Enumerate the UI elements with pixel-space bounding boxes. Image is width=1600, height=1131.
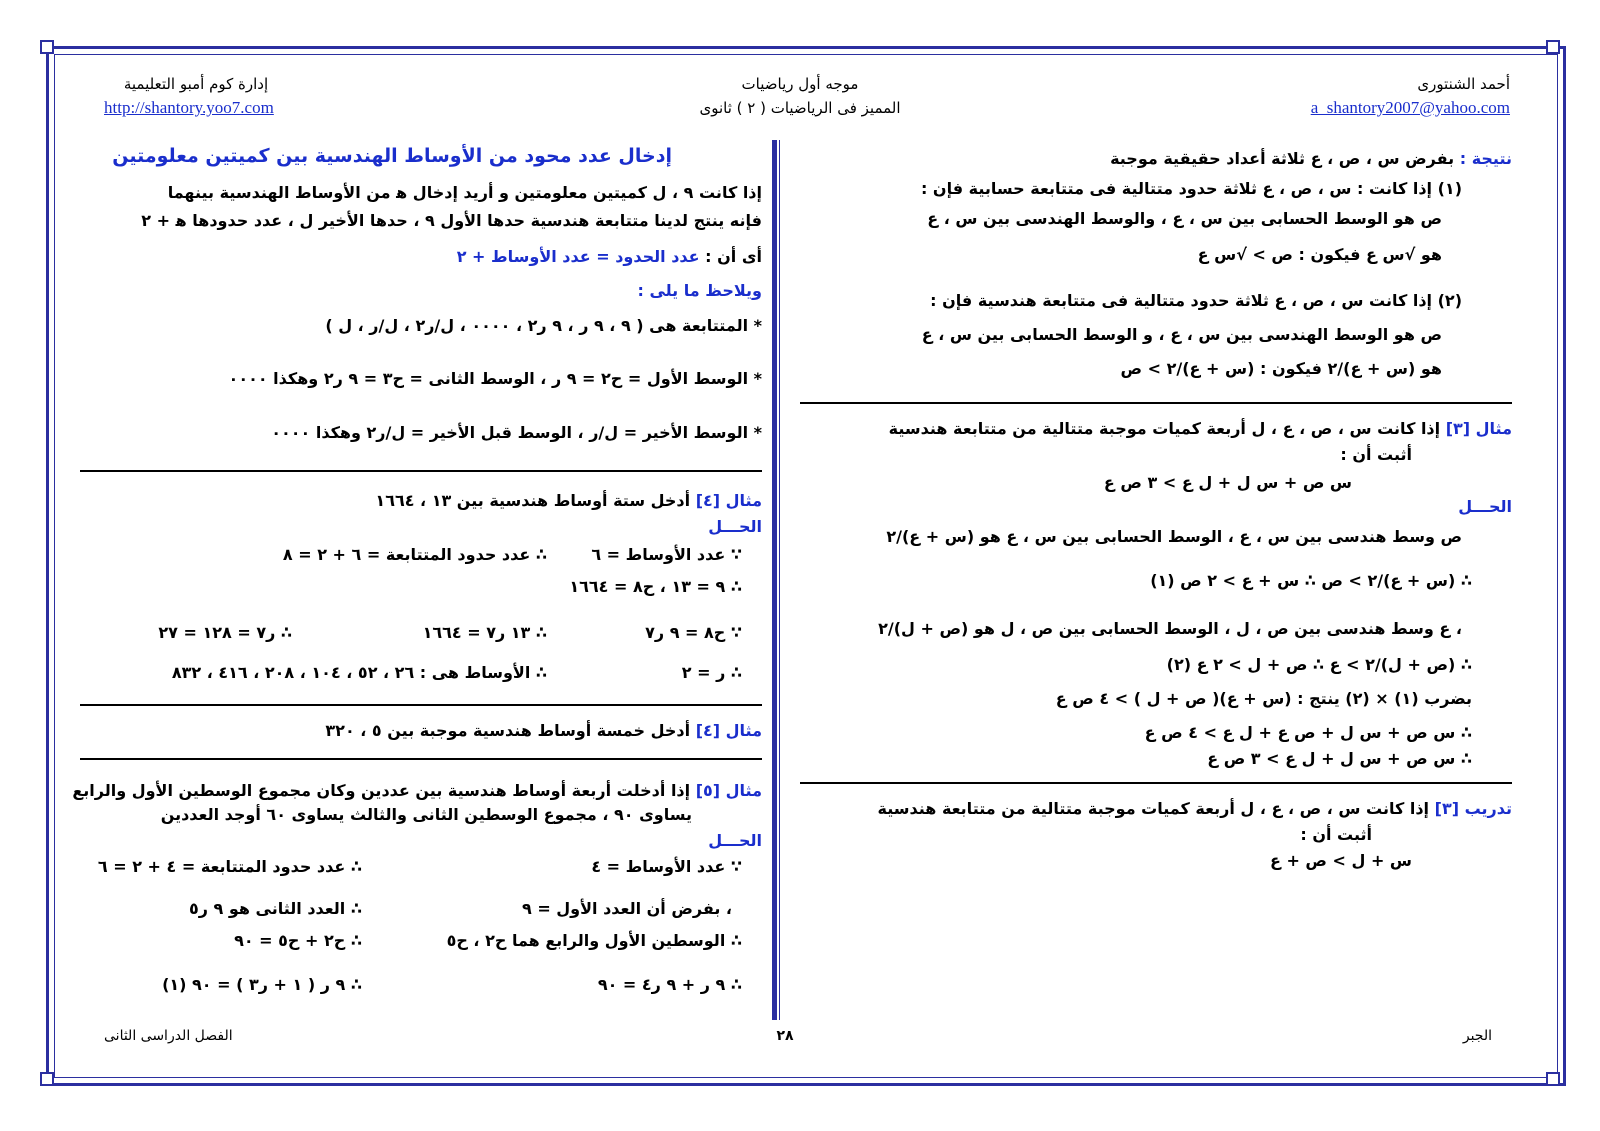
author-name: أحمد الشنتورى [1417, 75, 1510, 93]
example-4b: مثال [٤] أدخل خمسة أوساط هندسية موجبة بين ٥ ، ٣٢٠ [325, 721, 762, 740]
section-title: إدخال عدد محود من الأوساط الهندسية بين كميتين معلومتين [112, 145, 672, 167]
result-heading: نتيجة : بفرض س ، ص ، ع ثلاثة أعداد حقيقية موجبة [1110, 149, 1512, 168]
solution-line: ∴ ٩ = ١٣ ، ح٨ = ١٦٦٤ [569, 577, 742, 596]
header-book: المميز فى الرياضيات ( ٢ ) ثانوى [699, 99, 901, 117]
solution-line: ∴ (س + ع)/٢ > ص ∴ س + ع > ٢ ص (١) [1150, 571, 1472, 590]
solution-line: ∴ ر = ٢ [681, 663, 742, 682]
solution-line: ∴ ٩ ر ( ١ + ر٣ ) = ٩٠ (١) [162, 975, 362, 994]
solution-line: ، ع وسط هندسى بين ص ، ل ، الوسط الحسابى بين ص ، ل هو (ص + ل)/٢ [878, 619, 1462, 638]
section-divider [80, 704, 762, 706]
equation: س + ل > ص + ع [1269, 851, 1412, 870]
solution-line: ، بفرض أن العدد الأول = ٩ [521, 899, 732, 918]
author-email[interactable]: a_shantory2007@yahoo.com [1310, 98, 1510, 117]
solution-line: ∴ (ص + ل)/٢ > ع ∴ ص + ل > ٢ ع (٢) [1166, 655, 1472, 674]
paragraph: ص هو الوسط الهندسى بين س ، ع ، و الوسط الحسابى بين س ، ع [921, 325, 1442, 344]
exercise-3: تدريب [٣] إذا كانت س ، ص ، ع ، ل أربعة كميات موجبة متتالية من متتابعة هندسية [877, 799, 1512, 818]
solution-label: الحـــل [1458, 497, 1512, 516]
paragraph: هو √س ع فيكون : ص > √س ع [1197, 245, 1442, 264]
solution-line: ∵ عدد الأوساط = ٤ [591, 857, 742, 876]
solution-line: ∴ ر٧ = ١٢٨ = ٢٧ [158, 623, 292, 642]
header-role: موجه أول رياضيات [741, 75, 859, 93]
solution-line: ∴ س ص + س ل + ص ع + ل ع > ٤ ص ع [1144, 723, 1472, 742]
solution-line: ∴ العدد الثانى هو ٩ ر٥ [188, 899, 362, 918]
paragraph: يساوى ٩٠ ، مجموع الوسطين الثانى والثالث يساوى ٦٠ أوجد العددين [160, 805, 692, 824]
corner-ornament [40, 40, 54, 54]
column-divider [772, 140, 777, 1020]
example-3: مثال [٣] إذا كانت س ، ص ، ع ، ل أربعة كميات موجبة متتالية من متتابعة هندسية [888, 419, 1512, 438]
paragraph: (٢) إذا كانت س ، ص ، ع ثلاثة حدود متتالية فى متتابعة هندسية فإن : [930, 291, 1462, 310]
solution-line: ∵ ح٨ = ٩ ر٧ [645, 623, 742, 642]
header-url[interactable]: http://shantory.yoo7.com [104, 98, 274, 117]
section-divider [800, 782, 1512, 784]
solution-line: ص وسط هندسى بين س ، ع ، الوسط الحسابى بين س ، ع هو (س + ع)/٢ [886, 527, 1462, 546]
header-admin: إدارة كوم أمبو التعليمية [123, 75, 269, 93]
example-4a: مثال [٤] أدخل ستة أوساط هندسية بين ١٣ ، ١٦٦٤ [375, 491, 762, 510]
paragraph: هو (س + ع)/٢ فيكون : (س + ع)/٢ > ص [1120, 359, 1442, 378]
paragraph: إذا كانت ٩ ، ل كميتين معلومتين و أريد إدخال ﻫ من الأوساط الهندسية بينهما [167, 183, 762, 202]
paragraph: فإنه ينتج لدينا متتابعة هندسية حدها الأول ٩ ، حدها الأخير ل ، عدد حدودها ﻫ + ٢ [141, 211, 762, 230]
solution-line: ∴ عدد حدود المتتابعة = ٤ + ٢ = ٦ [97, 857, 362, 876]
right-column [800, 140, 1512, 1020]
paragraph: أثبت أن : [1340, 445, 1412, 464]
last-terms-line: * الوسط الأخير = ل/ر ، الوسط قبل الأخير = ل/ر٢ وهكذا ٠٠٠٠ [271, 423, 762, 442]
equation: س ص + س ل + ل ع > ٣ ص ع [1103, 473, 1352, 492]
section-divider [800, 402, 1512, 404]
solution-line: ∴ ٩ ر + ٩ ر٤ = ٩٠ [597, 975, 742, 994]
corner-ornament [40, 1072, 54, 1086]
middle-terms-line: * الوسط الأول = ح٢ = ٩ ر ، الوسط الثانى = ح٣ = ٩ ر٢ وهكذا ٠٠٠٠ [228, 369, 762, 388]
page-number: ٢٨ [776, 1028, 794, 1044]
solution-line: بضرب (١) × (٢) ينتج : (س + ع)( ص + ل ) > ٤ ص ع [1055, 689, 1472, 708]
section-divider [80, 758, 762, 760]
note-heading: ويلاحظ ما يلى : [637, 281, 762, 300]
solution-line: ∴ الوسطين الأول والرابع هما ح٢ ، ح٥ [446, 931, 742, 950]
footer-term: الفصل الدراسى الثانى [104, 1028, 233, 1044]
paragraph: ص هو الوسط الحسابى بين س ، ع ، والوسط الهندسى بين س ، ع [927, 209, 1442, 228]
example-5: مثال [٥] إذا أدخلت أربعة أوساط هندسية بين عددين وكان مجموع الوسطين الأول والرابع [72, 781, 762, 800]
left-column [72, 140, 762, 1020]
solution-line: ∵ عدد الأوساط = ٦ [591, 545, 742, 564]
solution-label: الحـــل [708, 517, 762, 536]
corner-ornament [1546, 40, 1560, 54]
solution-line: ∴ ١٣ ر٧ = ١٦٦٤ [422, 623, 547, 642]
section-divider [80, 470, 762, 472]
paragraph: أى أن : عدد الحدود = عدد الأوساط + ٢ [456, 247, 762, 266]
solution-line: ∴ ح٢ + ح٥ = ٩٠ [234, 931, 362, 950]
paragraph: (١) إذا كانت : س ، ص ، ع ثلاثة حدود متتالية فى متتابعة حسابية فإن : [920, 179, 1462, 198]
sequence-line: * المتتابعة هى ( ٩ ، ٩ ر ، ٩ ر٢ ، ٠٠٠٠ ، ل/ر٢ ، ل/ر ، ل ) [325, 316, 762, 335]
corner-ornament [1546, 1072, 1560, 1086]
footer-subject: الجبر [1462, 1028, 1492, 1044]
solution-line: ∴ س ص + س ل + ل ع > ٣ ص ع [1207, 749, 1472, 768]
solution-line: ∴ عدد حدود المتتابعة = ٦ + ٢ = ٨ [282, 545, 547, 564]
column-divider-thin [779, 140, 780, 1020]
solution-line: ∴ الأوساط هى : ٢٦ ، ٥٢ ، ١٠٤ ، ٢٠٨ ، ٤١٦ ، ٨٣٢ [171, 663, 547, 682]
paragraph: أثبت أن : [1300, 825, 1372, 844]
solution-label: الحـــل [708, 831, 762, 850]
